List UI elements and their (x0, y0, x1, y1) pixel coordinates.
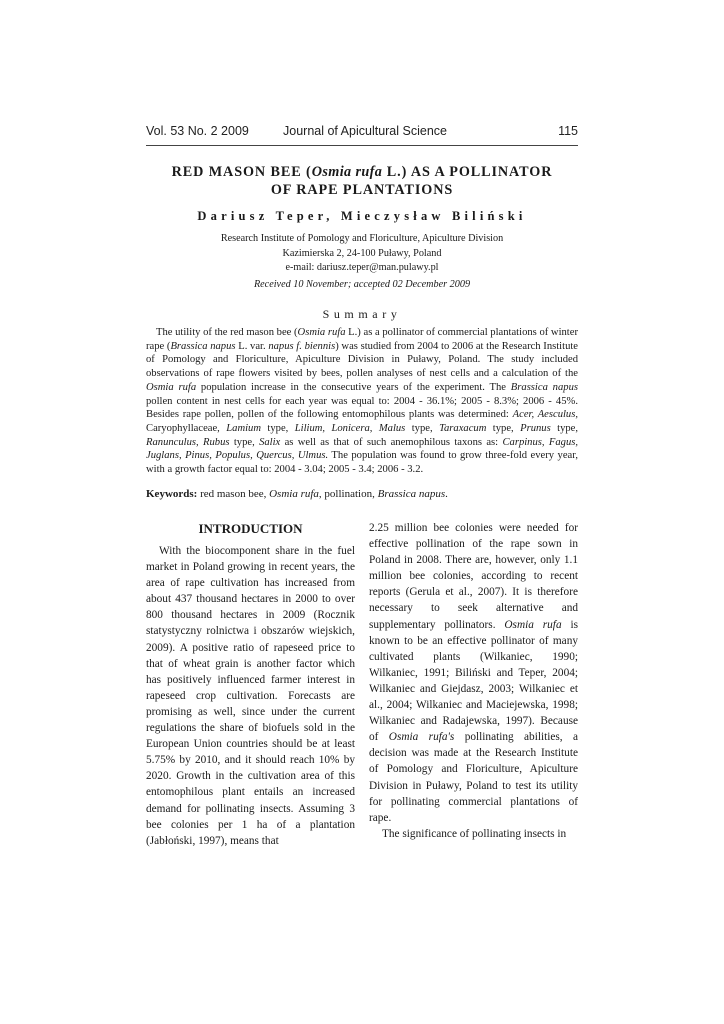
received-date: Received 10 November; accepted 02 December 2009 (253, 279, 471, 290)
abstract-paragraph: The utility of the red mason bee (Osmia rufa L.) as a pollinator of commercial plantations of winter rape (Brassica napus L. var. napus f. biennis) was studied from 2004 to 2006 at the Research Institute of Pomology and Floriculture, Apiculture Division in Puławy, Poland. The study included observations of rape flowers visited by bees, pollen analyses of nest cells and a calculation of the Osmia rufa population increase in the consecutive years of the experiment. The Brassica napus pollen content in nest cells for each year was equal to: 2004 - 36.1%; 2005 - 8.3%; 2006 - 45%. Besides rape pollen, pollen of the following entomophilous plants was determined: Acer, Aesculus, Caryophyllaceae, Lamium type, Lilium, Lonicera, Malus type, Taraxacum type, Prunus type, Ranunculus, Rubus type, Salix as well as that of such anemophilous taxons as: Carpinus, Fagus, Juglans, Pinus, Populus, Quercus, Ulmus. The population was found to grow three-fold every year, with a growth factor equal to: 2004 - 3.04; 2005 - 3.4; 2006 - 3.2. (146, 327, 579, 476)
intro-paragraph-2: The significance of pollinating insects in (382, 827, 567, 840)
title-part-2: L.) AS A POLLINATOR (382, 164, 553, 180)
journal-name: Journal of Apicultural Science (283, 124, 447, 138)
keywords: Keywords: red mason bee, Osmia rufa, pollination, Brassica napus. (146, 488, 448, 500)
affiliation-institute: Research Institute of Pomology and Floriculture, Apiculture Division (220, 233, 504, 244)
paper-title (146, 163, 578, 199)
title-part-1: RED MASON BEE ( (171, 164, 312, 180)
page-number: 115 (558, 124, 578, 138)
title-species: Osmia rufa (311, 164, 383, 180)
section-heading-introduction: INTRODUCTION (198, 521, 303, 536)
keywords-label: Keywords: (146, 488, 198, 500)
abstract (146, 326, 578, 477)
intro-paragraph-1: With the biocomponent share in the fuel market in Poland growing in recent years, the area of rape cultivation has increased from about 437 thousand hectares in 2000 to over 800 thousand hectares in 2009 (Rocznik statystyczny rolnictwa i obszarów wiejskich, 2009). A positive ratio of rapeseed price to that of wheat grain is another factor which has positively influenced farmer interest in rapeseed crop cultivation. Forecasts are promising as well, since under the current regulations the share of biofuels sold in the European Union countries should be at least 5.75% by 2010, and it should reach 10% by 2020. Growth in the cultivation area of this entomophilous plant entails an increased demand for pollinating insects. Assuming 3 bee colonies per 1 ha of a plantation (Jabłoński, 1997), means that (146, 545, 355, 847)
body-column-right (369, 520, 578, 842)
summary-heading: Summary (322, 307, 402, 321)
volume-info: Vol. 53 No. 2 2009 (146, 124, 249, 138)
affiliation (146, 232, 578, 276)
header-rule (146, 145, 578, 146)
authors: Dariusz Teper, Mieczysław Biliński (197, 209, 527, 223)
affiliation-address: Kazimierska 2, 24-100 Puławy, Poland (282, 247, 442, 259)
affiliation-email: e-mail: dariusz.teper@man.pulawy.pl (285, 262, 439, 273)
body-column-left (146, 520, 355, 849)
title-line-2: OF RAPE PLANTATIONS (270, 182, 454, 198)
intro-paragraph-1-continued: 2.25 million bee colonies were needed for effective pollination of the rape sown in Poland in 2008. There are, however, only 1.1 million bee colonies, according to recent reports (Gerula et al., 2007). It is therefore necessary to seek alternative and supplementary pollinators. Osmia rufa is known to be an effective pollinator of many cultivated plants (Wilkaniec, 1990; Wilkaniec, 1991; Biliński and Teper, 2004; Wilkaniec and Giejdasz, 2003; Wilkaniec et al., 2004; Wilkaniec and Maciejewska, 1998; Wilkaniec and Radajewska, 1997). Because of Osmia rufa's pollinating abilities, a decision was made at the Research Institute of Pomology and Floriculture, Apiculture Division in Puławy, Poland to test its utility for pollinating commercial plantations of rape. (369, 522, 579, 824)
